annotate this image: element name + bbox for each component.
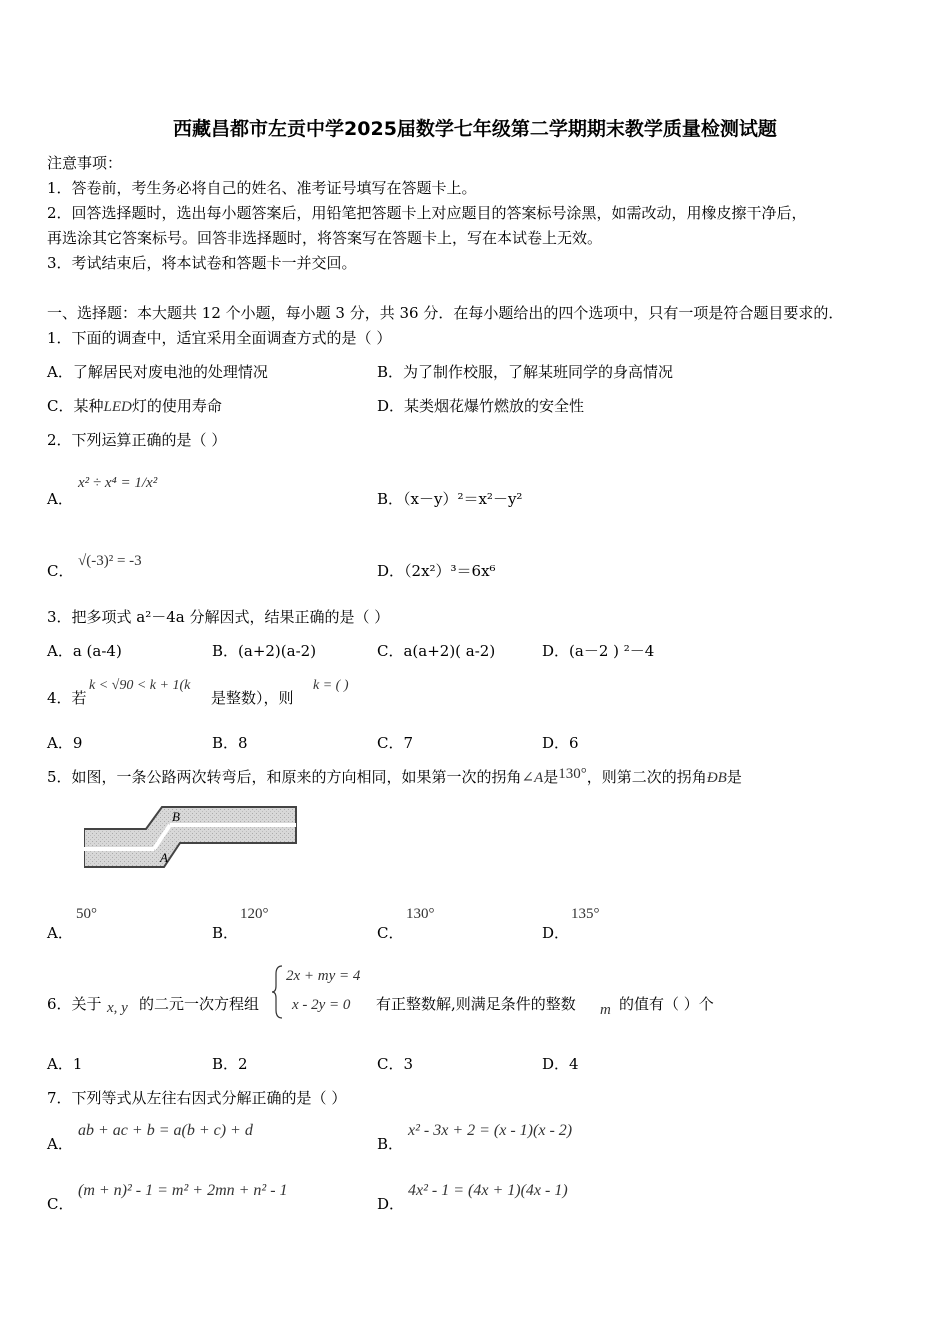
notice-item: 2．回答选择题时，选出每小题答案后，用铅笔把答题卡上对应题目的答案标号涂黑，如需改动，用橡皮擦干净后， bbox=[47, 204, 807, 222]
question-7-stem: 7．下列等式从左往右因式分解正确的是（ ） bbox=[47, 1089, 347, 1107]
q1-option-a: A．了解居民对废电池的处理情况 bbox=[47, 363, 268, 381]
notice-item: 再选涂其它答案标号。回答非选择题时，将答案写在答题卡上，写在本试卷上无效。 bbox=[47, 229, 603, 247]
q7-option-a-math: ab + ac + b = a(b + c) + d bbox=[78, 1122, 253, 1139]
q2-option-c-label: C． bbox=[47, 562, 74, 580]
q4-option-c: C．7 bbox=[377, 734, 414, 752]
q5-pre: 5．如图，一条公路两次转弯后，和原来的方向相同，如果第一次的拐角 bbox=[47, 768, 522, 786]
road-shape bbox=[84, 807, 296, 867]
page-title: 西藏昌都市左贡中学2025届数学七年级第二学期期末教学质量检测试题 bbox=[173, 118, 777, 140]
q1-option-c bbox=[47, 395, 222, 416]
question-2-stem: 2．下列运算正确的是（ ） bbox=[47, 431, 227, 449]
q6-post: 有正整数解,则满足条件的整数 bbox=[376, 995, 576, 1013]
q3-option-a: A．a (a-4) bbox=[47, 642, 122, 660]
q4-pre: 4．若 bbox=[47, 689, 87, 707]
q5-mid: 是 bbox=[543, 768, 559, 786]
q1-c-pre: C．某种 bbox=[47, 397, 104, 415]
q2-option-c-math: √(-3)² = -3 bbox=[78, 553, 142, 569]
q4-option-d: D．6 bbox=[542, 734, 579, 752]
q6-brace bbox=[272, 964, 284, 1020]
q6-option-d: D．4 bbox=[542, 1055, 579, 1073]
q5-angle-b: ÐB bbox=[706, 770, 727, 786]
fig-label-b: B bbox=[172, 809, 180, 824]
q4-option-a: A．9 bbox=[47, 734, 83, 752]
q6-pre: 6．关于 bbox=[47, 995, 102, 1013]
q2-option-b: B．（x－y）²＝x²－y² bbox=[377, 490, 523, 508]
road-figure-svg bbox=[84, 805, 299, 875]
q1-option-d: D．某类烟花爆竹燃放的安全性 bbox=[377, 397, 585, 415]
question-1-stem: 1．下面的调查中，适宜采用全面调查方式的是（ ） bbox=[47, 329, 392, 347]
q7-option-b-label: B． bbox=[377, 1135, 404, 1153]
q5-end: 是 bbox=[726, 768, 742, 786]
notice-heading: 注意事项： bbox=[47, 154, 123, 172]
q1-option-b: B．为了制作校服，了解某班同学的身高情况 bbox=[377, 363, 674, 381]
q6-m: m bbox=[600, 1002, 611, 1018]
q6-option-c: C．3 bbox=[377, 1055, 414, 1073]
q5-angle-a: ∠A bbox=[521, 770, 544, 786]
notice-item: 3．考试结束后，将本试卷和答题卡一并交回。 bbox=[47, 254, 357, 272]
q2-option-a-label: A． bbox=[47, 490, 73, 508]
notice-item: 1．答卷前，考生务必将自己的姓名、准考证号填写在答题卡上。 bbox=[47, 179, 477, 197]
q6-eq1: 2x + my = 4 bbox=[286, 968, 361, 984]
q3-option-b: B．(a+2)(a-2) bbox=[212, 642, 317, 660]
q6-end: 的值有（ ）个 bbox=[619, 995, 714, 1013]
q1-c-math: LED bbox=[103, 399, 132, 415]
q6-equation-system bbox=[272, 964, 284, 1024]
q5-deg: 130° bbox=[558, 766, 587, 782]
q5-option-a-value: 50° bbox=[76, 906, 97, 922]
q5-option-d-label: D． bbox=[542, 924, 570, 942]
q7-option-a-label: A． bbox=[47, 1135, 73, 1153]
q7-option-b-math: x² - 3x + 2 = (x - 1)(x - 2) bbox=[408, 1122, 573, 1139]
section-heading: 一、选择题：本大题共 12 个小题，每小题 3 分，共 36 分．在每小题给出的四个选项中，只有一项是符合题目要求的． bbox=[47, 304, 844, 322]
road-figure bbox=[84, 805, 299, 879]
q1-c-post: 灯的使用寿命 bbox=[131, 397, 222, 415]
q5-option-d-value: 135° bbox=[571, 906, 600, 922]
q6-eq2: x - 2y = 0 bbox=[292, 997, 351, 1013]
fig-label-a: A bbox=[160, 850, 168, 865]
q5-option-c-label: C． bbox=[377, 924, 404, 942]
q3-option-d: D．(a－2 ) ²－4 bbox=[542, 642, 655, 660]
q4-math-2: k = ( ) bbox=[313, 678, 349, 693]
q5-option-c-value: 130° bbox=[406, 906, 435, 922]
q5-post: ，则第二次的拐角 bbox=[586, 768, 707, 786]
q7-option-d-math: 4x² - 1 = (4x + 1)(4x - 1) bbox=[408, 1182, 568, 1199]
q5-option-b-label: B． bbox=[212, 924, 239, 942]
q7-option-c-label: C． bbox=[47, 1195, 74, 1213]
q2-option-d: D．（2x²）³＝6x⁶ bbox=[377, 562, 496, 580]
q6-option-b: B．2 bbox=[212, 1055, 248, 1073]
q4-option-b: B．8 bbox=[212, 734, 248, 752]
q6-mid: 的二元一次方程组 bbox=[139, 995, 260, 1013]
q6-option-a: A．1 bbox=[47, 1055, 83, 1073]
question-5-stem bbox=[47, 766, 742, 787]
q2-option-a-math: x² ÷ x⁴ = 1/x² bbox=[78, 475, 158, 491]
q5-option-a-label: A． bbox=[47, 924, 73, 942]
q4-math-1: k < √90 < k + 1(k bbox=[89, 678, 191, 693]
question-3-stem: 3．把多项式 a²－4a 分解因式，结果正确的是（ ） bbox=[47, 608, 390, 626]
q6-vars: x, y bbox=[107, 1000, 128, 1016]
q3-option-c: C．a(a+2)( a-2) bbox=[377, 642, 496, 660]
q5-option-b-value: 120° bbox=[240, 906, 269, 922]
q7-option-c-math: (m + n)² - 1 = m² + 2mn + n² - 1 bbox=[78, 1182, 288, 1199]
q4-mid: 是整数），则 bbox=[211, 689, 294, 707]
q7-option-d-label: D． bbox=[377, 1195, 405, 1213]
